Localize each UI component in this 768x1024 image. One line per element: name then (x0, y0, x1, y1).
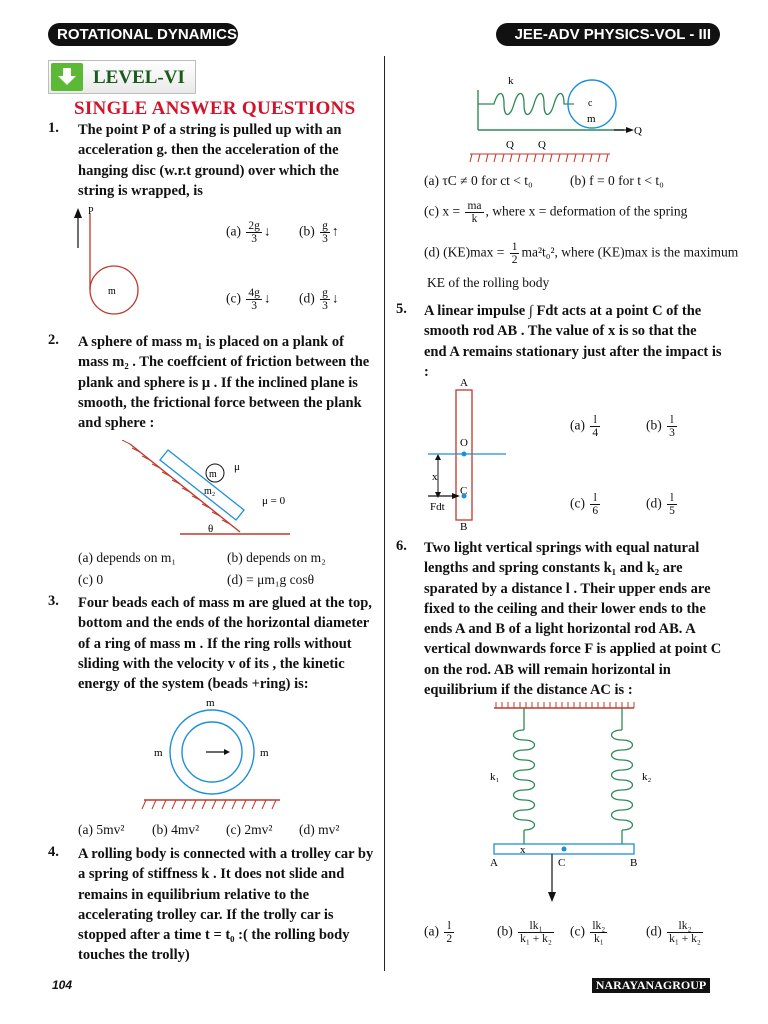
q4-number: 4. (48, 844, 59, 860)
level-label: LEVEL-VI (93, 67, 185, 88)
q3-fig-top: m (206, 697, 215, 709)
q4-fig-k: k (508, 75, 514, 87)
q1-text: The point P of a string is pulled up with an acceleration g. then the acceleration of the hanging disc (w.r.t ground) over which the string is wrapped, is (78, 122, 342, 199)
q3-fig-left: m (154, 747, 163, 759)
q3-option-a: (a) 5mv² (78, 822, 125, 837)
q3-figure (140, 694, 290, 814)
q2-plank (160, 450, 244, 520)
q1-figure (60, 200, 170, 320)
q6-fig-b: B (630, 857, 638, 869)
q3-option-b: (b) 4mv² (152, 822, 200, 837)
q5-point-o (462, 452, 467, 457)
q2-text: A sphere of mass m₁ is placed on a plank of mass m₂ . The coeffcient of friction between the plank and sphere is μ . If the inclined plane is smooth, the frictional force between the plank and sphere : (78, 334, 370, 432)
section-title: SINGLE ANSWER QUESTIONS (74, 98, 356, 119)
q6-option-c: (c) $\frac{\text{lk₂}}{\text{k₁}}$ (570, 920, 606, 945)
q6-ceiling-hatch (496, 702, 634, 708)
q4-hatching (470, 154, 610, 162)
q6-fig-k1: k₁ (490, 771, 500, 783)
down-arrow-icon (51, 63, 83, 91)
q4-text: A rolling body is connected with a trolley car by a spring of stiffness k . It does not slide and remains in equilibrium relative to the accelerating trolley car. If the trolly car is stopped after a time t = t₀ :( the rolling body touches the trolly) (78, 846, 374, 964)
q5-fig-b: B (460, 521, 468, 532)
q6-point-c (562, 847, 567, 852)
q2-option-a: (a) depends on m₁ (78, 550, 177, 565)
q2-fig-mu0: μ = 0 (262, 495, 286, 507)
q1-option-c: (c) $\frac{4g}{3}$ ↓ (226, 287, 271, 312)
q2-fig-m: m (209, 469, 217, 480)
q3-number: 3. (48, 593, 59, 609)
q2-fig-mu: μ (234, 461, 240, 473)
q2-option-c: (c) 0 (78, 572, 104, 587)
column-divider (384, 56, 385, 971)
q5-option-c: (c) $\frac{l}{6}$ (570, 492, 599, 517)
q1-fig-p: P (88, 206, 94, 217)
q4-accel-arrow (626, 127, 634, 133)
q4-spring (478, 94, 574, 115)
q4-fig-m: m (587, 113, 596, 125)
q6-fig-c: C (558, 857, 566, 869)
q4-option-d: (d) (KE)max = $\frac{1}{2}$ ma²t₀², where (KE)max is the maximum (424, 241, 739, 266)
q4-fig-q3: Q (634, 125, 642, 137)
q6-number: 6. (396, 538, 407, 554)
q5-option-a: (a) $\frac{l}{4}$ (570, 414, 599, 439)
q2-fig-theta: θ (208, 523, 214, 535)
q4-option-a: (a) τC ≠ 0 for ct < t₀ (424, 173, 533, 188)
q5-number: 5. (396, 301, 407, 317)
q6-option-b: (b) $\frac{\text{lk₁}}{\text{k₁ + k₂}}$ (497, 920, 552, 945)
brand-logo: NARAYANAGROUP (592, 978, 710, 993)
q5-fig-o: O (460, 437, 468, 449)
q6-option-a: (a) $\frac{l}{2}$ (424, 920, 453, 945)
q2-incline (130, 444, 240, 532)
q4-option-c: (c) x = $\frac{ma}{k}$ , where x = deformation of the spring (424, 200, 688, 225)
q6-fig-k2: k₂ (642, 771, 652, 783)
q4-fig-c: c (588, 98, 593, 109)
q3-option-d: (d) mv² (299, 822, 340, 837)
q6-spring-k2 (612, 730, 633, 830)
q1-arrow-head (74, 208, 82, 218)
q4-fig-q2: Q (538, 139, 546, 151)
q2-fig-m2: m₂ (204, 486, 216, 497)
page-number: 104 (52, 978, 73, 992)
q6-text: Two light vertical springs with equal natural lengths and spring constants k₁ and k₂ are sparated by a distance l . Their upper ends are fixed to the ceiling and their lower ends to the ends A and B of a light horizontal rod AB. A vertical downwards force F is applied at point C on the rod. AB will remain horizontal in equilibrium if the distance AC is : (424, 540, 722, 699)
q3-fig-right: m (260, 747, 269, 759)
q6-spring-k1 (514, 730, 535, 830)
q5-option-b: (b) $\frac{l}{3}$ (646, 414, 675, 439)
chapter-header: ROTATIONAL DYNAMICS (48, 23, 238, 46)
q5-text: A linear impulse ∫ Fdt acts at a point C of the smooth rod AB . The value of x is so that the end A remains stationary just after the impact is : (424, 303, 722, 380)
q5-fig-c: C (460, 485, 468, 497)
q6-fig-x: x (520, 844, 526, 856)
q1-option-b: (b) $\frac{g}{3}$ ↑ (299, 220, 339, 245)
book-header: JEE-ADV PHYSICS-VOL - III (496, 23, 720, 46)
q2-number: 2. (48, 332, 59, 348)
q5-option-d: (d) $\frac{l}{5}$ (646, 492, 675, 517)
q6-option-d: (d) $\frac{\text{lk₂}}{\text{k₁ + k₂}}$ (646, 920, 701, 945)
q2-option-d: (d) = μm₁g cosθ (227, 572, 315, 587)
q3-hatching (142, 800, 276, 809)
q4-option-b: (b) f = 0 for t < t₀ (570, 173, 664, 188)
q2-option-b: (b) depends on m₂ (227, 550, 326, 565)
q5-fig-x: x (432, 471, 438, 483)
q3-option-c: (c) 2mv² (226, 822, 273, 837)
q4-fig-q1: Q (506, 139, 514, 151)
q1-fig-m: m (108, 286, 116, 297)
q6-fig-a: A (490, 857, 498, 869)
q6-figure (480, 700, 660, 906)
q5-fig-a: A (460, 377, 468, 389)
q5-figure (420, 372, 520, 532)
q4-figure (464, 70, 654, 164)
level-badge (48, 60, 196, 94)
q4-option-d-line2: KE of the rolling body (427, 275, 550, 290)
q3-text: Four beads each of mass m are glued at the top, bottom and the ends of the horizontal diameter of a ring of mass m . If the ring rolls without sliding with the velocity v of its , the kinetic energy of the system (beads +ring) is: (78, 595, 372, 693)
q2-figure (120, 440, 320, 540)
q1-number: 1. (48, 120, 59, 136)
q5-fig-fdt: Fdt (430, 501, 445, 513)
q1-option-d: (d) $\frac{g}{3}$ ↓ (299, 287, 339, 312)
q1-option-a: (a) $\frac{2g}{3}$ ↓ (226, 220, 271, 245)
q6-force-arrow (548, 892, 556, 902)
